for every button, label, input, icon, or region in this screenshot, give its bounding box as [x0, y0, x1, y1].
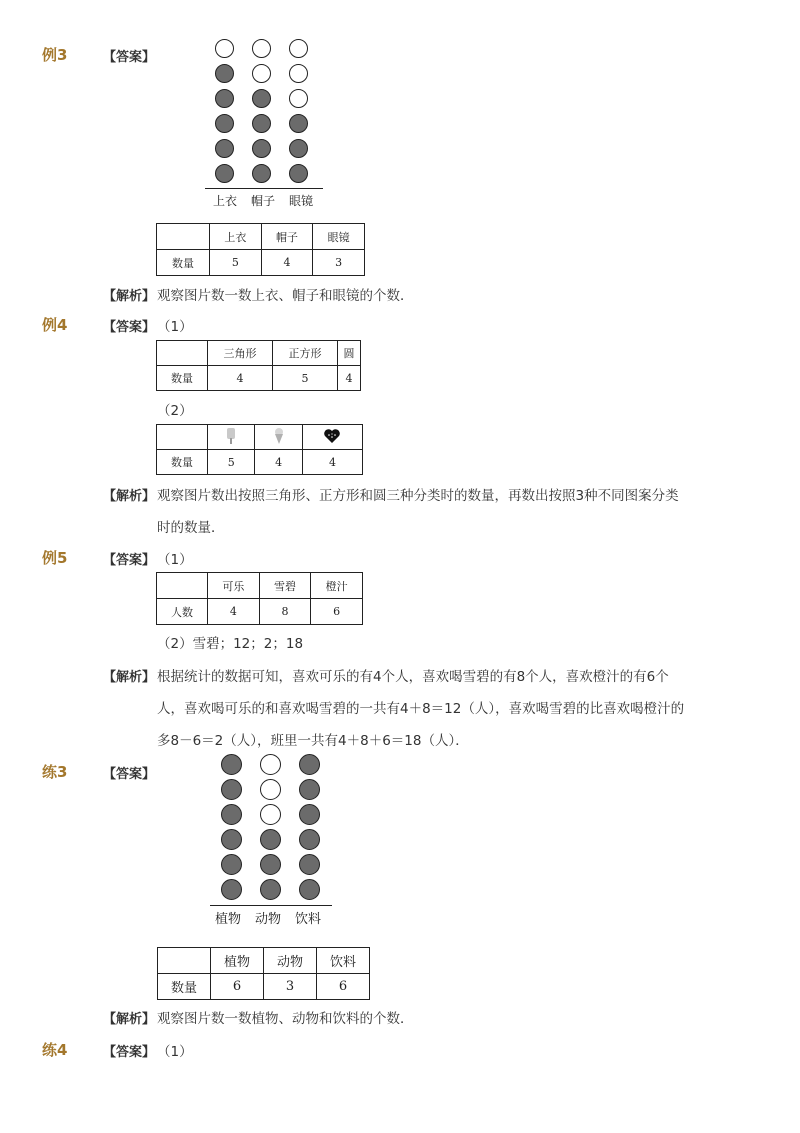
chart-baseline: [205, 188, 323, 189]
table-header-cell: 可乐: [208, 573, 260, 599]
popsicle-icon: [224, 427, 238, 445]
axis-label-glasses: 眼镜: [289, 194, 314, 208]
empty-dot: [260, 754, 281, 775]
table-header-cell: 帽子: [261, 224, 313, 250]
table-row-label: 数量: [157, 450, 208, 475]
example-4-analysis-line-2: 时的数量．: [157, 520, 225, 536]
filled-dot: [299, 779, 320, 800]
table-header-cell-empty: [157, 425, 208, 450]
empty-dot: [289, 64, 308, 83]
table-header-cell: 饮料: [317, 948, 370, 974]
table-cell: 6: [317, 974, 370, 1000]
part-1-marker: （1）: [157, 552, 193, 568]
part-2-marker: （2）: [157, 403, 193, 419]
filled-dot: [299, 854, 320, 875]
practice-3-table: [157, 947, 370, 1000]
table-cell: 4: [302, 450, 362, 475]
example-4-analysis-line-1: 观察图片数出按照三角形、正方形和圆三种分类时的数量，再数出按照3种不同图案分类: [157, 488, 679, 504]
analysis-tag: 【解析】: [103, 489, 156, 504]
example-3-label: 例3: [42, 46, 68, 64]
filled-dot: [221, 804, 242, 825]
filled-dot: [299, 754, 320, 775]
table-cell: 5: [208, 450, 255, 475]
filled-dot: [215, 164, 234, 183]
table-cell: 6: [311, 599, 363, 625]
table-cell: 4: [255, 450, 302, 475]
filled-dot: [299, 879, 320, 900]
analysis-tag: 【解析】: [103, 289, 156, 304]
filled-dot: [221, 879, 242, 900]
table-row-label: 人数: [157, 599, 208, 625]
example-5-table: [156, 572, 363, 625]
example-5-analysis-line-3: 多8－6＝2（人），班里一共有4＋8＋6＝18（人）．: [157, 733, 469, 749]
table-header-cell: 上衣: [210, 224, 262, 250]
table-cell: 6: [211, 974, 264, 1000]
filled-dot: [215, 114, 234, 133]
filled-dot: [252, 89, 271, 108]
axis-label-shirt: 上衣: [213, 194, 238, 208]
practice-3-analysis: 观察图片数一数植物、动物和饮料的个数．: [157, 1011, 414, 1027]
filled-dot: [252, 139, 271, 158]
empty-dot: [252, 39, 271, 58]
ice-cream-cone-icon: [272, 427, 286, 445]
table-cell: 4: [261, 250, 313, 276]
example-3-analysis: 观察图片数一数上衣、帽子和眼镜的个数．: [157, 288, 414, 304]
table-header-cell: 圆: [338, 341, 361, 366]
table-header-cell: 三角形: [208, 341, 273, 366]
answer-tag: 【答案】: [103, 1045, 156, 1060]
example-5-label: 例5: [42, 549, 68, 567]
axis-label-drinks: 饮料: [295, 912, 322, 927]
filled-dot: [221, 854, 242, 875]
table-header-cell: 植物: [211, 948, 264, 974]
filled-dot: [215, 139, 234, 158]
empty-dot: [289, 39, 308, 58]
filled-dot: [260, 829, 281, 850]
filled-dot: [221, 779, 242, 800]
filled-dot: [289, 114, 308, 133]
filled-dot: [252, 164, 271, 183]
heart-icon: [323, 428, 341, 444]
filled-dot: [221, 754, 242, 775]
table-header-cell: [157, 224, 210, 250]
table-cell: 3: [264, 974, 317, 1000]
example-5-analysis-line-2: 人，喜欢喝可乐的和喜欢喝雪碧的一共有4＋8＝12（人），喜欢喝雪碧的比喜欢喝橙汁的: [157, 701, 685, 717]
table-header-cell: [208, 425, 255, 450]
axis-label-plants: 植物: [215, 912, 242, 927]
empty-dot: [260, 779, 281, 800]
practice-4-label: 练4: [42, 1041, 68, 1059]
answer-tag: 【答案】: [103, 553, 156, 568]
empty-dot: [215, 39, 234, 58]
table-cell: 4: [338, 366, 361, 391]
table-header-cell: [255, 425, 302, 450]
table-header-cell: [158, 948, 211, 974]
table-header-cell: 动物: [264, 948, 317, 974]
table-cell: 5: [273, 366, 338, 391]
empty-dot: [289, 89, 308, 108]
filled-dot: [252, 114, 271, 133]
axis-label-animals: 动物: [255, 912, 282, 927]
table-row-label: 数量: [157, 250, 210, 276]
filled-dot: [299, 804, 320, 825]
answer-tag: 【答案】: [103, 767, 156, 782]
part-1-marker: （1）: [157, 1044, 193, 1060]
part-1-marker: （1）: [157, 319, 193, 335]
analysis-tag: 【解析】: [103, 1012, 156, 1027]
part-2-answer: （2）雪碧；12；2；18: [157, 636, 304, 652]
table-header-cell: 橙汁: [311, 573, 363, 599]
example-4-table-1: [156, 340, 361, 391]
table-cell: 4: [208, 366, 273, 391]
answer-tag: 【答案】: [103, 50, 156, 65]
filled-dot: [260, 854, 281, 875]
example-3-table: [156, 223, 365, 276]
table-cell: 5: [210, 250, 262, 276]
empty-dot: [252, 64, 271, 83]
practice-3-label: 练3: [42, 763, 68, 781]
example-5-analysis-line-1: 根据统计的数据可知，喜欢可乐的有4个人，喜欢喝雪碧的有8个人，喜欢橙汁的有6个: [157, 669, 669, 685]
table-header-cell: [157, 573, 208, 599]
filled-dot: [289, 164, 308, 183]
table-row-label: 数量: [157, 366, 208, 391]
filled-dot: [221, 829, 242, 850]
table-header-cell: 正方形: [273, 341, 338, 366]
example-4-table-2: [156, 424, 363, 475]
table-cell: 8: [259, 599, 311, 625]
table-header-cell: 眼镜: [313, 224, 365, 250]
filled-dot: [260, 879, 281, 900]
chart-baseline: [210, 905, 332, 906]
table-cell: 3: [313, 250, 365, 276]
empty-dot: [260, 804, 281, 825]
analysis-tag: 【解析】: [103, 670, 156, 685]
axis-label-hat: 帽子: [251, 194, 276, 208]
filled-dot: [215, 64, 234, 83]
table-row-label: 数量: [158, 974, 211, 1000]
filled-dot: [299, 829, 320, 850]
filled-dot: [215, 89, 234, 108]
filled-dot: [289, 139, 308, 158]
table-header-cell: [157, 341, 208, 366]
table-header-cell: [302, 425, 362, 450]
table-cell: 4: [208, 599, 260, 625]
example-4-label: 例4: [42, 316, 68, 334]
answer-tag: 【答案】: [103, 320, 156, 335]
table-header-cell: 雪碧: [259, 573, 311, 599]
